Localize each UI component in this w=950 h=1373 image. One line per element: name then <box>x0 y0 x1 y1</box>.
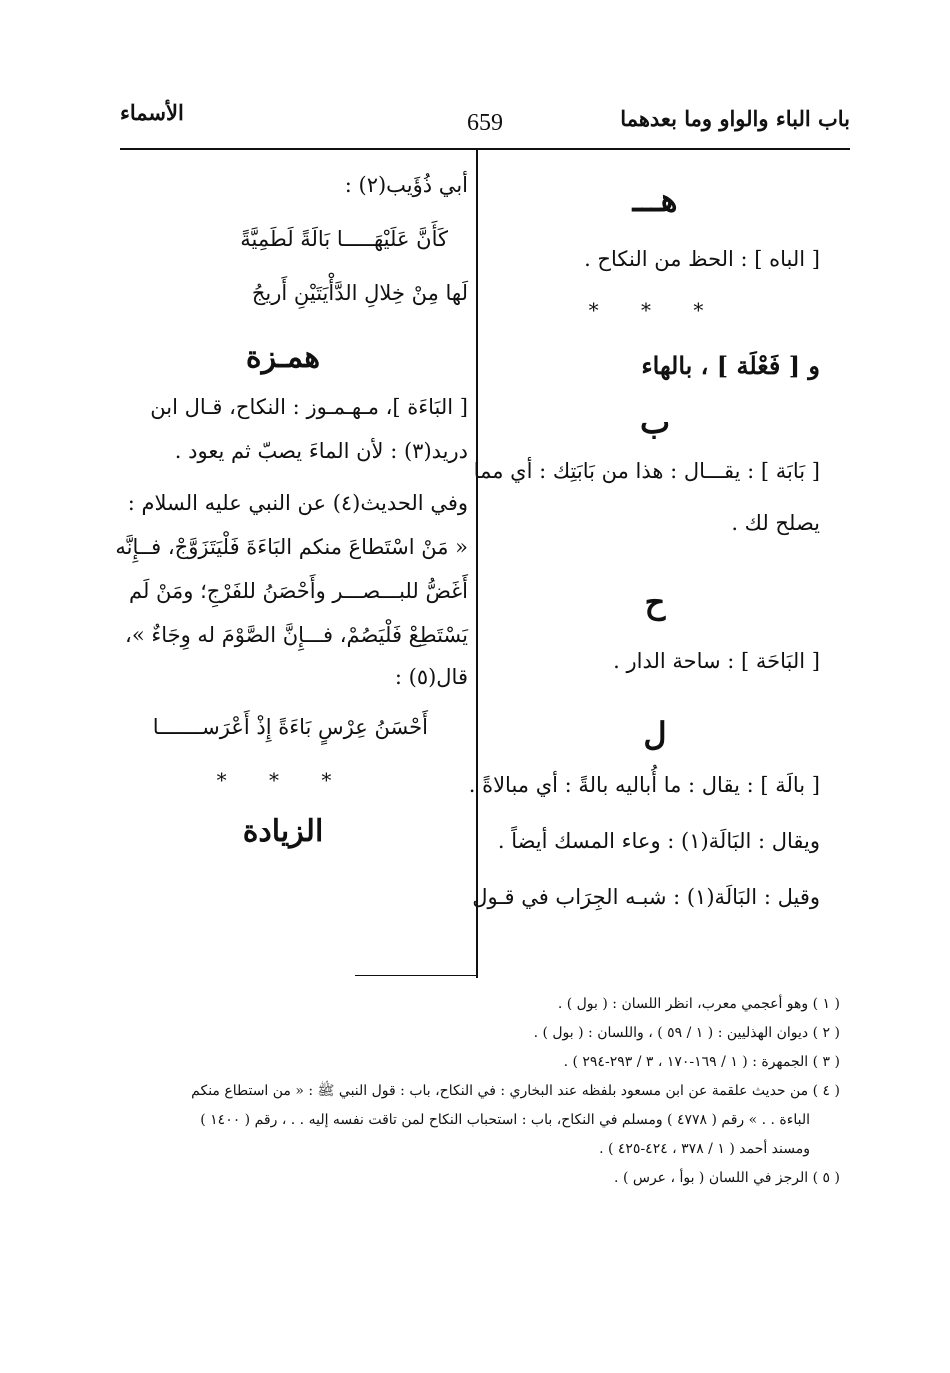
verse-line: أَحْسَنُ عِرْسٍ بَاءَةً إِذْ أَعْرَســـــــا <box>152 715 428 739</box>
letter-heading-ba: ب <box>639 403 671 441</box>
footnote: ( ٥ ) الرجز في اللسان ( بوأ ، عرس ) . <box>614 1170 840 1186</box>
letter-heading-lam: ل <box>643 715 667 753</box>
entry-line: وفي الحديث(٤) عن النبي عليه السلام : <box>127 491 468 515</box>
verse-line: كَأَنَّ عَلَيْهَـــــا بَالَةً لَطَمِيَّةً <box>240 227 448 251</box>
letter-heading-ha: هـــ <box>632 181 678 219</box>
column-divider <box>476 148 478 978</box>
separator-stars: * * * <box>588 298 722 322</box>
footnote-rule <box>355 975 477 976</box>
hadith-line: يَسْتَطِعْ فَلْيَصُمْ، فـــإِنَّ الصَّوْمَ له وِجَاءٌ »، <box>125 623 468 647</box>
footnotes <box>110 990 840 1193</box>
entry-bahah: [ البَاحَة ] : ساحة الدار . <box>613 649 820 673</box>
entry-balah-2: ويقال : البَالَة(١) : وعاء المسك أيضاً . <box>497 829 820 853</box>
pattern-subheading: و [ فَعْلَة ] ، بالهاء <box>641 351 820 380</box>
entry-bah: [ الباه ] : الحظ من النكاح . <box>584 247 820 271</box>
entry-line: قال(٥) : <box>394 665 468 689</box>
header-rule <box>120 148 850 150</box>
entry-babah-cont: يصلح لك . <box>731 511 820 535</box>
hadith-line: « مَنْ اسْتَطاعَ منكم البَاءَةَ فَلْيَتَزَوَّجْ، فــإِنَّه <box>115 535 468 559</box>
running-header-left: الأسماء <box>120 100 184 125</box>
page-number: 659 <box>467 110 503 136</box>
separator-stars: * * * <box>216 768 350 792</box>
hadith-line: أَغَضُّ للبـــصـــر وأَحْصَنُ للفَرْجِ؛ ومَنْ لَم <box>128 579 468 603</box>
footnote: ( ٢ ) ديوان الهذليين : ( ١ / ٥٩ ) ، واللسان : ( بول ) . <box>533 1025 840 1041</box>
entry-balah-3: وقيل : البَالَة(١) : شبـه الجِرَاب في قـول <box>472 885 820 909</box>
footnote: ( ٤ ) من حديث علقمة عن ابن مسعود بلفظه عند البخاري : في النكاح، باب : قول النبي ﷺ : « من استطاع منكم <box>191 1083 840 1099</box>
section-heading-hamza: همـزة <box>245 340 321 375</box>
footnote: ومسند أحمد ( ١ / ٣٧٨ ، ٤٢٤-٤٢٥ ) . <box>599 1141 810 1157</box>
entry-balah: [ بالَة ] : يقال : ما أُباليه بالةً : أي مبالاةً . <box>468 773 820 797</box>
footnote: ( ٣ ) الجمهرة : ( ١ / ١٦٩-١٧٠ ، ٣ / ٢٩٣-٢٩٤ ) . <box>563 1054 840 1070</box>
footnote: الباءة . . » رقم ( ٤٧٧٨ ) ومسلم في النكاح، باب : استحباب النكاح لمن تاقت نفسه إليه . . ، رقم ( ١٤٠٠ ) <box>200 1112 810 1128</box>
running-header-right: باب الباء والواو وما بعدهما <box>620 106 850 131</box>
letter-heading-hha: ح <box>644 583 666 621</box>
footnote: ( ١ ) وهو أعجمي معرب، انظر اللسان : ( بول ) . <box>557 996 840 1012</box>
verse-line: لَها مِنْ خِلالِ الدَّأْيَتَيْنِ أَريجُ <box>251 281 468 305</box>
entry-line: دريد(٣) : لأن الماءَ يصبّ ثم يعود . <box>174 439 468 463</box>
entry-baah: [ البَاءَة ]، مـهـمـوز : النكاح، قـال ابن <box>150 395 468 419</box>
section-heading-ziyada: الزيادة <box>242 814 324 849</box>
right-column <box>468 170 820 912</box>
left-column <box>98 170 468 852</box>
entry-line: أبي ذُؤَيب(٢) : <box>344 173 468 197</box>
entry-babah: [ بَابَة ] : يقـــال : هذا من بَابَتِك : أي مما <box>473 459 820 483</box>
